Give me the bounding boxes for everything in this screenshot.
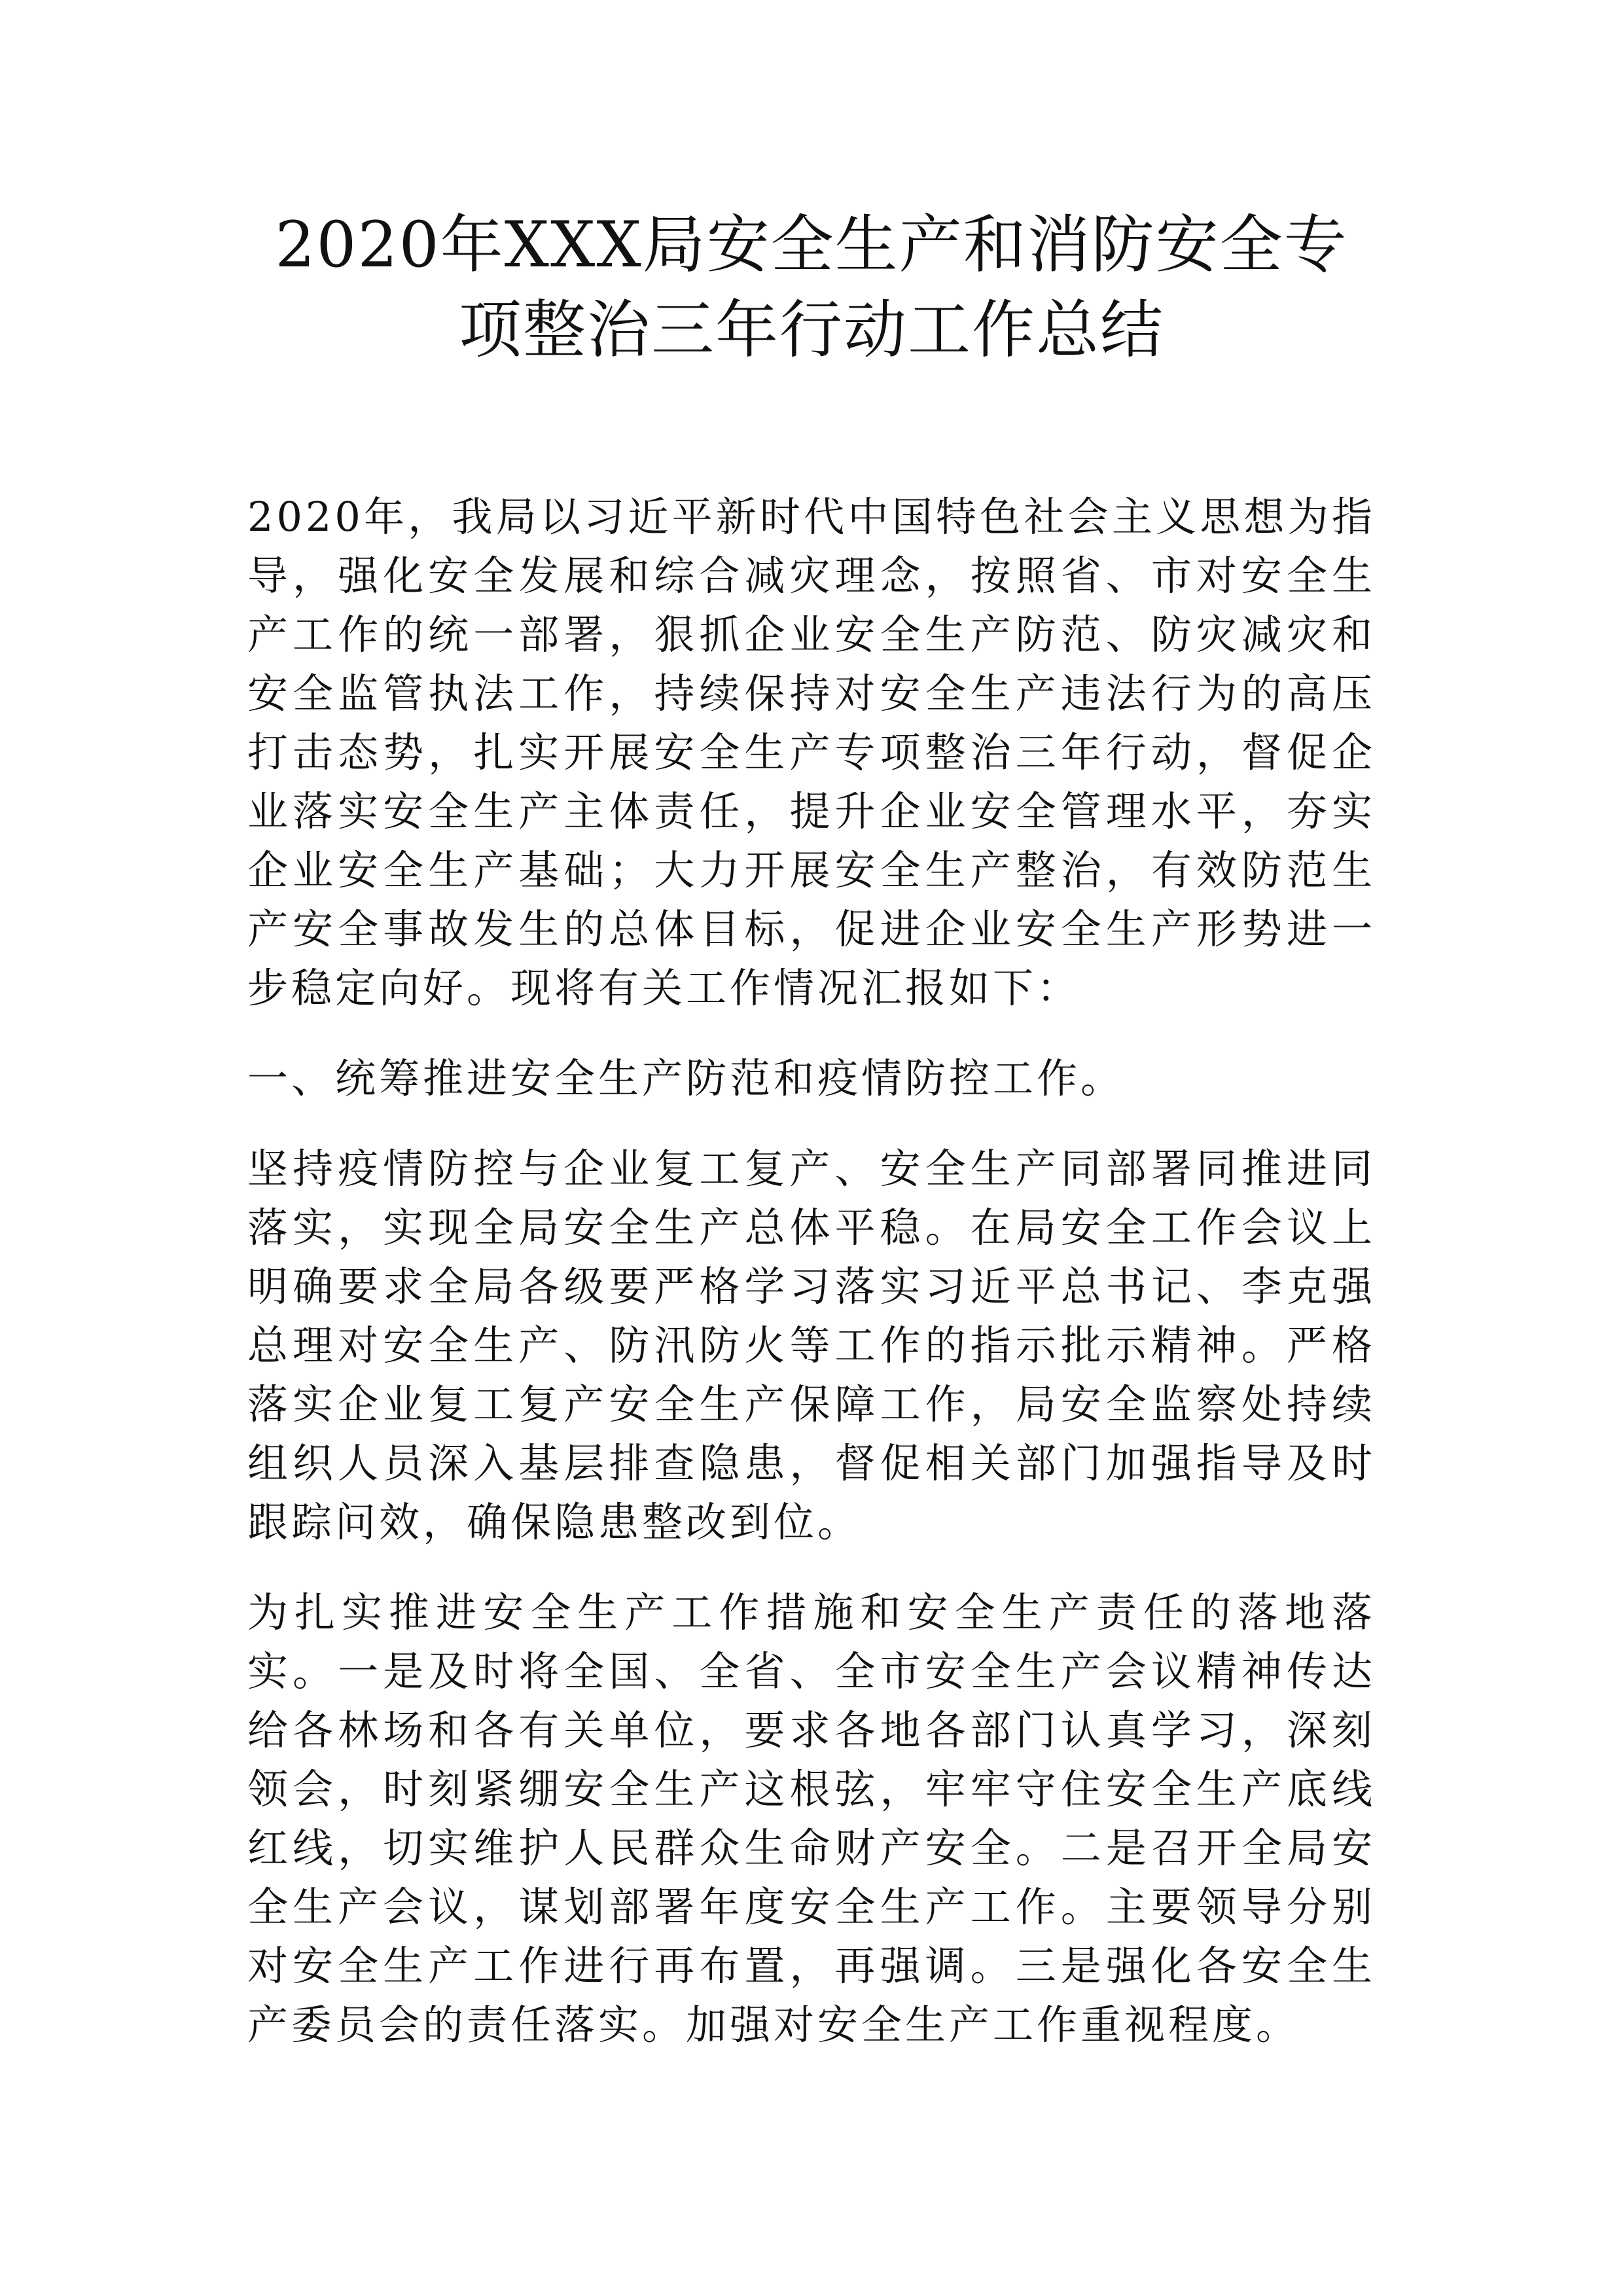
intro-paragraph: 2020年，我局以习近平新时代中国特色社会主义思想为指导，强化安全发展和综合减灾理念，按照省、市对安全生产工作的统一部署，狠抓企业安全生产防范、防灾减灾和安全监管执法工作，持续保持对安全生产违法行为的高压打击态势，扎实开展安全生产专项整治三年行动，督促企业落实安全生产主体责任，提升企业安全管理水平，夯实企业安全生产基础；大力开展安全生产整治，有效防范生产安全事故发生的总体目标，促进企业安全生产形势进一步稳定向好。现将有关工作情况汇报如下： <box>247 493 1376 1012</box>
document-title-line-2: 项整治三年行动工作总结 <box>459 293 1164 367</box>
body-paragraph: 为扎实推进安全生产工作措施和安全生产责任的落地落实。一是及时将全国、全省、全市安全生产会议精神传达给各林场和各有关单位，要求各地各部门认真学习，深刻领会，时刻紧绷安全生产这根弦，牢牢守住安全生产底线红线，切实维护人民群众生命财产安全。二是召开全局安全生产会议，谋划部署年度安全生产工作。主要领导分别对安全生产工作进行再布置，再强调。三是强化各安全生产委员会的责任落实。加强对安全生产工作重视程度。 <box>247 1588 1376 2049</box>
document-body <box>247 488 1376 2086</box>
document-title-line-1: 2020年XXX局安全生产和消防安全专 <box>275 208 1348 281</box>
body-paragraph: 坚持疫情防控与企业复工复产、安全生产同部署同推进同落实，实现全局安全生产总体平稳。在局安全工作会议上明确要求全局各级要严格学习落实习近平总书记、李克强总理对安全生产、防汛防火等工作的指示批示精神。严格落实企业复工复产安全生产保障工作，局安全监察处持续组织人员深入基层排查隐患，督促相关部门加强指导及时跟踪问效，确保隐患整改到位。 <box>247 1145 1376 1546</box>
section-heading-1: 一、统筹推进安全生产防范和疫情防控工作。 <box>247 1054 1125 1102</box>
